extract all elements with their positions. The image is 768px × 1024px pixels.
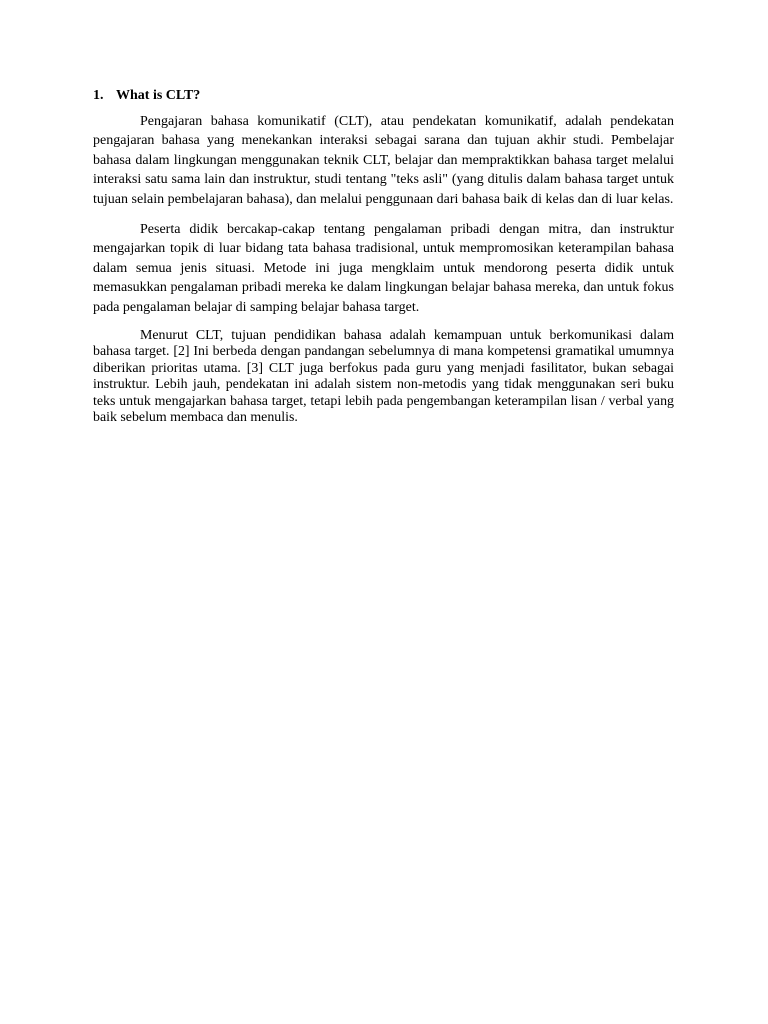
paragraph-2: Peserta didik bercakap-cakap tentang pengalaman pribadi dengan mitra, dan instruktur mengajarkan topik di luar bidang tata bahasa tradisional, untuk mempromosikan keterampilan bahasa dalam semua jenis situasi. Metode ini juga mengklaim untuk mendorong peserta didik untuk memasukkan pengalaman pribadi mereka ke dalam lingkungan belajar bahasa mereka, dan untuk fokus pada pengalaman belajar di samping belajar bahasa target. (93, 222, 674, 315)
paragraph-1: Pengajaran bahasa komunikatif (CLT), atau pendekatan komunikatif, adalah pendekatan pengajaran bahasa yang menekankan interaksi sebagai sarana dan tujuan akhir studi. Pembelajar bahasa dalam lingkungan menggunakan teknik CLT, belajar dan mempraktikkan bahasa target melalui interaksi satu sama lain dan instruktur, studi tentang "teks asli" (yang ditulis dalam bahasa target untuk tujuan selain pembelajaran bahasa), dan melalui penggunaan dari bahasa baik di kelas dan di luar kelas. (93, 114, 674, 207)
section-number: 1. (93, 88, 104, 103)
section-heading (93, 86, 674, 106)
paragraph-3: Menurut CLT, tujuan pendidikan bahasa adalah kemampuan untuk berkomunikasi dalam bahasa target. [2] Ini berbeda dengan pandangan sebelumnya di mana kompetensi gramatikal umumnya diberikan prioritas utama. [3] CLT juga berfokus pada guru yang menjadi fasilitator, bukan sebagai instruktur. Lebih jauh, pendekatan ini adalah sistem non-metodis yang tidak menggunakan seri buku teks untuk mengajarkan bahasa target, tetapi lebih pada pengembangan keterampilan lisan / verbal yang baik sebelum membaca dan menulis. (93, 328, 674, 426)
document-page (93, 86, 674, 427)
section-title: What is CLT? (116, 88, 201, 103)
